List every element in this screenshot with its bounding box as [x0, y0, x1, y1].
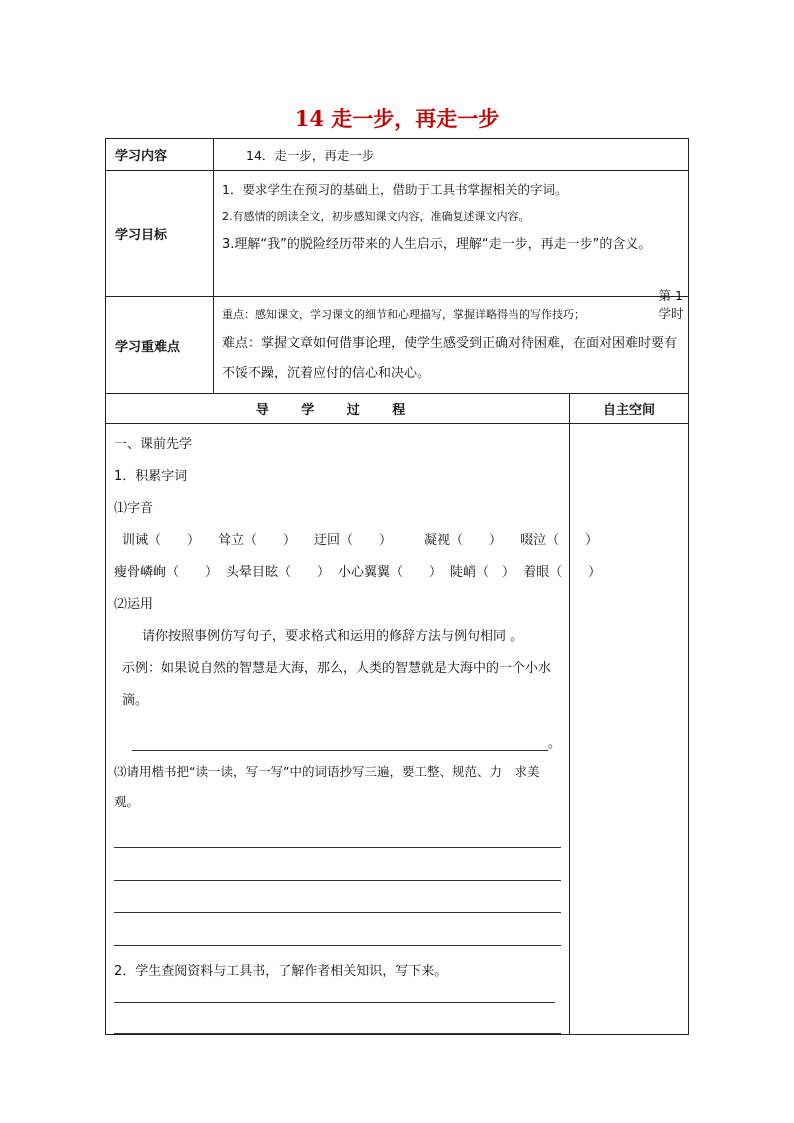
goal-2: 2.有感情的朗读全文，初步感知课文内容，准确复述课文内容。 [222, 210, 530, 223]
sub-usage: ⑵运用 [114, 597, 154, 612]
copy-line[interactable] [114, 912, 561, 913]
word-item: 训诫（ ） [122, 533, 201, 548]
author-line[interactable] [114, 1033, 561, 1034]
word-item: 着眼（ ） [523, 565, 602, 580]
self-study-space[interactable] [570, 424, 689, 1035]
row-header [106, 394, 689, 424]
process-header: 导 学 过 程 [255, 403, 420, 418]
sub-pronunciation: ⑴字音 [114, 501, 154, 516]
space-header: 自主空间 [570, 394, 689, 424]
word-row-1 [114, 525, 599, 557]
word-row-2 [114, 557, 602, 589]
word-item: 瘦骨嶙峋（ ） [114, 565, 219, 580]
word-item: 凝视（ ） [424, 533, 503, 548]
lesson-table [105, 138, 689, 1035]
word-item: 陡峭（ ） [450, 565, 516, 580]
word-item: 啜泣（ ） [520, 533, 599, 548]
lesson-name: 14．走一步，再走一步 [246, 147, 375, 163]
label-study-goals: 学习目标 [106, 171, 214, 297]
example-text: 示例：如果说自然的智慧是大海，那么，人类的智慧就是大海中的一个小水滴。 [122, 661, 552, 708]
row-key-points [106, 297, 689, 394]
goal-1: 1．要求学生在预习的基础上，借助于工具书掌握相关的字词。 [222, 182, 568, 197]
section-pre-study: 一、课前先学 [114, 437, 193, 452]
copy-line[interactable] [114, 847, 561, 848]
difficult-point: 难点：掌握文章如何借事论理，使学生感受到正确对待困难，在面对困难时要有不馁不躁，沉着应付的信心和决心。 [222, 336, 678, 381]
row-body [106, 424, 689, 1035]
copy-line[interactable] [114, 945, 561, 946]
period-mark: 。 [547, 736, 561, 751]
blank-answer-line[interactable] [132, 728, 548, 751]
copy-line[interactable] [114, 880, 561, 881]
instruction-text: 请你按照事例仿写句子，要求格式和运用的修辞方法与例句相同 。 [142, 629, 524, 644]
word-item: 迂回（ ） [314, 533, 393, 548]
label-study-content: 学习内容 [106, 139, 214, 171]
word-item: 头晕目眩（ ） [226, 565, 331, 580]
item-author-research: 2．学生查阅资料与工具书，了解作者相关知识，写下来。 [114, 964, 448, 979]
sub-copy-words: ⑶请用楷书把“读一读，写一写”中的词语抄写三遍，要工整、规范、力 求美观。 [114, 764, 540, 809]
answer-line-example [114, 717, 561, 751]
row-content [106, 139, 689, 171]
row-goals [106, 171, 689, 297]
label-key-difficult: 学习重难点 [106, 297, 214, 394]
author-line[interactable] [114, 1002, 555, 1003]
key-point: 重点：感知课文，学习课文的细节和心理描写，掌握详略得当的写作技巧； [222, 308, 585, 321]
goal-3: 3.理解“我”的脱险经历带来的人生启示，理解“走一步，再走一步”的含义。 [222, 237, 652, 252]
item-vocabulary: 1．积累字词 [114, 469, 188, 484]
lesson-period: 第 1 学时 [658, 287, 684, 321]
word-item: 耸立（ ） [218, 533, 297, 548]
word-item: 小心翼翼（ ） [338, 565, 443, 580]
page-title: 14 走一步，再走一步 [294, 106, 500, 131]
